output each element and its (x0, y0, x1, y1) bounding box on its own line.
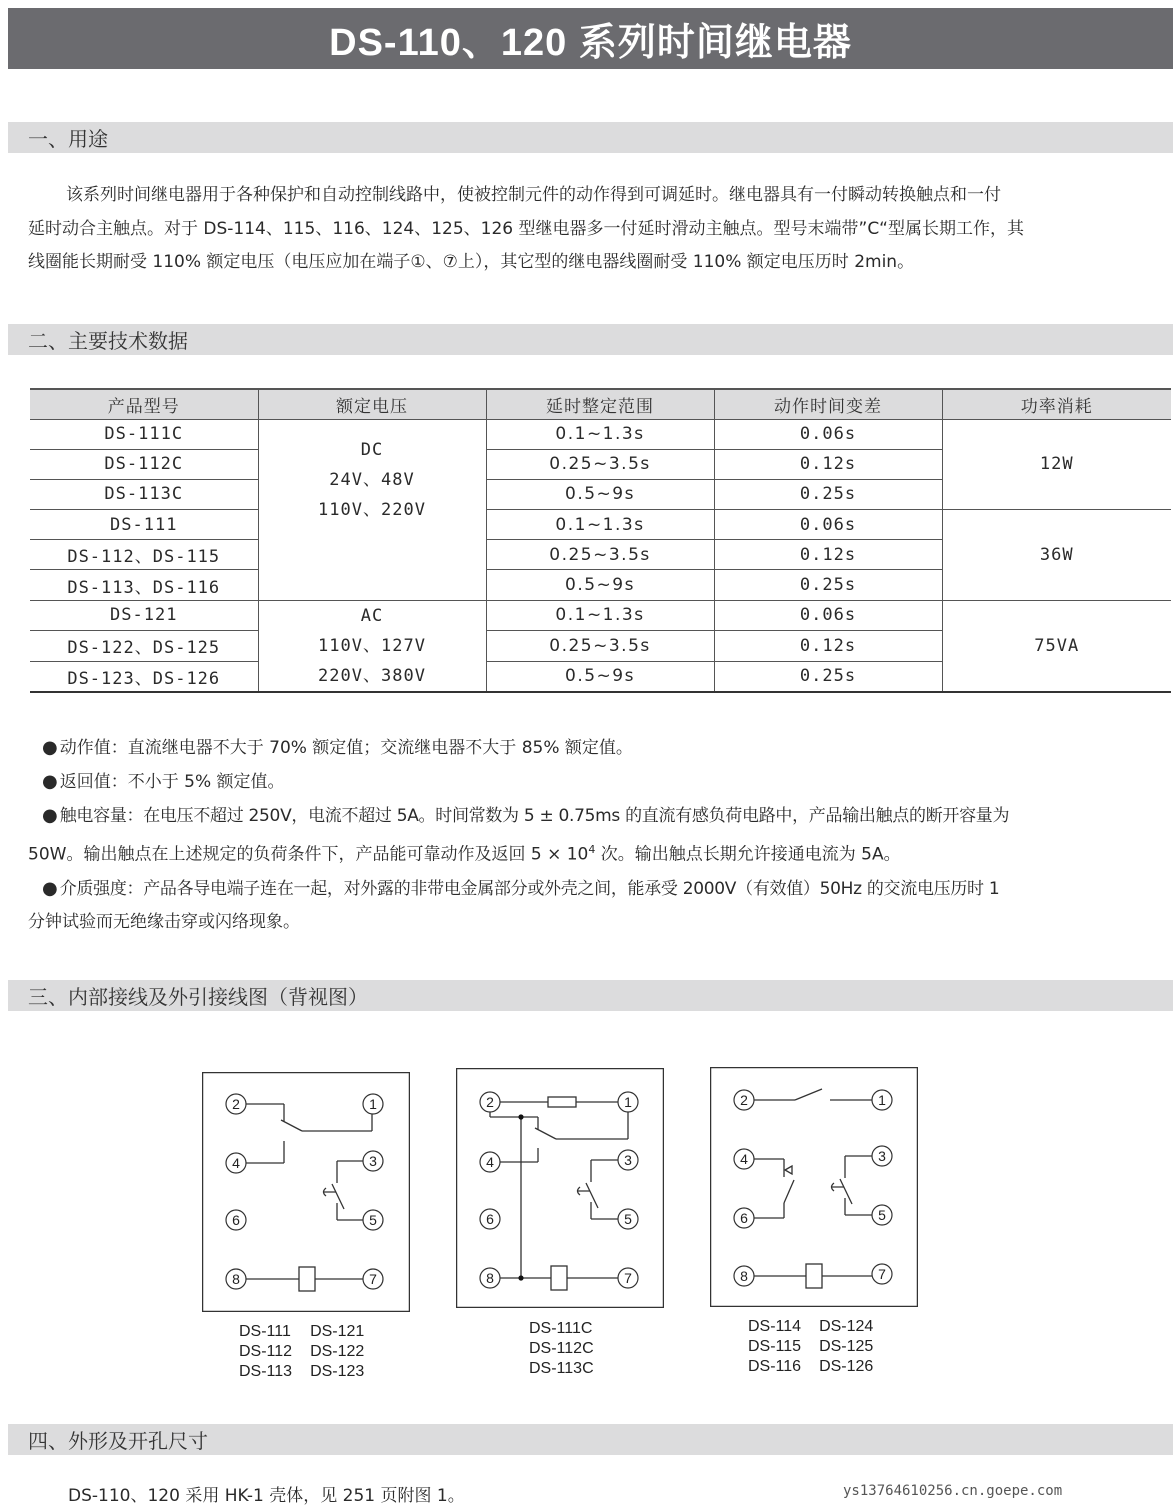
bullet-text: 50W。输出触点在上述规定的负荷条件下，产品能可靠动作及返回 5 × 10 (28, 844, 589, 865)
page-title: DS-110、120 系列时间继电器 (329, 22, 852, 64)
voltage-line: 220V、380V (318, 665, 426, 686)
model-cell: DS-113C (30, 479, 258, 509)
terminal-8 (226, 1269, 246, 1289)
bullet-contact-capacity-cont (28, 833, 1172, 872)
wiring-diagram-svg (710, 1067, 918, 1307)
table-row (30, 510, 1171, 540)
header-power: 功率消耗 (942, 389, 1171, 419)
wiring-diagram-ds111c (456, 1068, 664, 1308)
model-label: DS-126 (819, 1358, 874, 1375)
delay-cell: 0.5~9s (486, 479, 714, 509)
terminal-label: 8 (232, 1271, 240, 1287)
power-cell: 12W (942, 419, 1171, 510)
terminal-label: 5 (878, 1207, 886, 1223)
bullet-icon: ● (42, 737, 58, 758)
terminal-label: 3 (624, 1152, 632, 1168)
terminal-label: 1 (369, 1096, 377, 1112)
bullet-contact-capacity (28, 799, 1172, 833)
terminal-label: 1 (624, 1094, 632, 1110)
section-heading-dimensions (8, 1424, 1173, 1455)
terminal-5 (363, 1210, 383, 1230)
terminal-label: 2 (486, 1094, 494, 1110)
model-label: DS-121 (310, 1323, 365, 1340)
terminal-3 (363, 1151, 383, 1171)
power-cell: 75VA (942, 600, 1171, 692)
voltage-cell-ac (258, 600, 486, 692)
model-cell: DS-123、DS-126 (30, 661, 258, 692)
terminal-label: 4 (232, 1155, 240, 1171)
table-row (30, 600, 1171, 631)
terminal-label: 8 (740, 1268, 748, 1284)
voltage-cell-dc (258, 419, 486, 600)
section-heading-specs (8, 324, 1173, 355)
voltage-line: 110V、127V (318, 635, 426, 656)
model-label: DS-116 (748, 1358, 802, 1375)
paragraph-line: 该系列时间继电器用于各种保护和自动控制线路中，使被控制元件的动作得到可调延时。继电器具有一付瞬动转换触点和一付 (66, 185, 1001, 205)
terminal-label: 4 (486, 1154, 494, 1170)
delay-cell: 0.25~3.5s (486, 540, 714, 570)
bullet-text: 动作值：直流继电器不大于 70% 额定值；交流继电器不大于 85% 额定值。 (59, 738, 633, 758)
terminal-label: 2 (740, 1092, 748, 1108)
variance-cell: 0.06s (714, 510, 942, 540)
terminal-1 (618, 1092, 638, 1112)
terminal-label: 5 (624, 1211, 632, 1227)
diagram-models-2 (529, 1319, 594, 1379)
terminal-label: 6 (232, 1212, 240, 1228)
delay-cell: 0.1~1.3s (486, 510, 714, 540)
header-time-variance: 动作时间变差 (714, 389, 942, 419)
voltage-line: 24V、48V (329, 469, 415, 490)
terminal-label: 4 (740, 1151, 748, 1167)
delay-cell: 0.1~1.3s (486, 600, 714, 631)
terminal-7 (618, 1268, 638, 1288)
model-label: DS-122 (310, 1343, 365, 1360)
variance-cell: 0.25s (714, 479, 942, 509)
terminal-4 (734, 1149, 754, 1169)
terminal-label: 6 (486, 1211, 494, 1227)
model-label: DS-115 (748, 1338, 802, 1355)
terminal-label: 2 (232, 1096, 240, 1112)
header-model: 产品型号 (30, 389, 258, 419)
terminal-6 (734, 1208, 754, 1228)
section-heading-usage (8, 122, 1173, 153)
section-heading-text: 三、内部接线及外引接线图（背视图） (28, 985, 368, 1009)
exponent: 4 (588, 843, 596, 856)
variance-cell: 0.06s (714, 419, 942, 449)
model-label: DS-111 (239, 1323, 291, 1340)
header-delay-range: 延时整定范围 (486, 389, 714, 419)
model-label: DS-113C (529, 1360, 594, 1377)
bullet-text: 次。输出触点长期允许接通电流为 5A。 (595, 844, 901, 865)
terminal-label: 3 (878, 1148, 886, 1164)
bullet-return-value (28, 765, 1172, 799)
voltage-line: DC (360, 439, 384, 460)
terminal-label: 7 (624, 1270, 632, 1286)
section-heading-wiring (8, 980, 1173, 1011)
model-label: DS-113 (239, 1363, 293, 1380)
model-label: DS-125 (819, 1338, 874, 1355)
model-cell: DS-111C (30, 419, 258, 449)
wiring-diagram-svg (456, 1068, 664, 1308)
delay-cell: 0.25~3.5s (486, 449, 714, 479)
bullet-icon: ● (42, 877, 58, 899)
variance-cell: 0.25s (714, 570, 942, 600)
variance-cell: 0.25s (714, 661, 942, 692)
bullet-icon: ● (42, 805, 58, 826)
diagram-models-3 (748, 1317, 873, 1377)
terminal-3 (618, 1150, 638, 1170)
power-cell: 36W (942, 510, 1171, 601)
table-row (30, 419, 1171, 449)
model-cell: DS-113、DS-116 (30, 570, 258, 600)
dimensions-note: DS-110、120 采用 HK-1 壳体，见 251 页附图 1。 (68, 1486, 465, 1506)
model-label: DS-124 (819, 1318, 874, 1335)
model-label: DS-123 (310, 1363, 365, 1380)
bullet-pickup-value (28, 731, 1172, 765)
watermark-url: ys13764610256.cn.goepe.com (843, 1483, 1063, 1499)
header-voltage: 额定电压 (258, 389, 486, 419)
diagram-models-1 (239, 1322, 364, 1382)
delay-cell: 0.25~3.5s (486, 631, 714, 662)
model-label: DS-112C (529, 1340, 594, 1357)
terminal-7 (872, 1264, 892, 1284)
bullet-icon: ● (42, 771, 58, 792)
paragraph-line: 延时动合主触点。对于 DS-114、115、116、124、125、126 型继电器多一付延时滑动主触点。型号末端带”C“型属长期工作，其 (28, 218, 1024, 239)
wiring-diagram-ds114 (710, 1067, 918, 1307)
wiring-diagram-ds111 (202, 1072, 410, 1312)
model-cell: DS-112、DS-115 (30, 540, 258, 570)
delay-cell: 0.5~9s (486, 661, 714, 692)
table-header-row (30, 389, 1171, 419)
terminal-label: 1 (878, 1092, 886, 1108)
terminal-6 (226, 1210, 246, 1230)
delay-cell: 0.5~9s (486, 570, 714, 600)
spec-bullets (28, 731, 1172, 939)
terminal-2 (480, 1092, 500, 1112)
page-title-bar (8, 8, 1173, 69)
terminal-5 (618, 1209, 638, 1229)
wiring-diagram-svg (202, 1072, 410, 1312)
terminal-label: 7 (878, 1266, 886, 1282)
terminal-label: 5 (369, 1212, 377, 1228)
terminal-label: 3 (369, 1153, 377, 1169)
model-cell: DS-111 (30, 510, 258, 540)
model-cell: DS-112C (30, 449, 258, 479)
voltage-line: 110V、220V (318, 499, 426, 520)
terminal-label: 7 (369, 1271, 377, 1287)
bullet-text: 返回值：不小于 5% 额定值。 (59, 772, 285, 792)
bullet-text: 分钟试验而无绝缘击穿或闪络现象。 (28, 911, 300, 932)
variance-cell: 0.12s (714, 631, 942, 662)
terminal-label: 8 (486, 1270, 494, 1286)
terminal-8 (480, 1268, 500, 1288)
bullet-dielectric-strength-cont (28, 906, 1172, 939)
voltage-line: AC (360, 605, 384, 626)
model-label: DS-112 (239, 1343, 293, 1360)
bullet-text: 介质强度：产品各导电端子连在一起，对外露的非带电金属部分或外壳之间，能承受 2000V（有效值）50Hz 的交流电压历时 1 (59, 878, 1000, 899)
terminal-7 (363, 1269, 383, 1289)
section-heading-text: 四、外形及开孔尺寸 (28, 1429, 208, 1453)
terminal-1 (363, 1094, 383, 1114)
junction-dot (518, 1114, 523, 1119)
model-label: DS-111C (529, 1320, 593, 1337)
terminal-8 (734, 1266, 754, 1286)
bullet-dielectric-strength (28, 872, 1172, 906)
section-heading-text: 二、主要技术数据 (28, 329, 188, 353)
terminal-4 (226, 1153, 246, 1173)
terminal-4 (480, 1152, 500, 1172)
terminal-5 (872, 1205, 892, 1225)
terminal-1 (872, 1090, 892, 1110)
spec-table (30, 388, 1171, 693)
model-label: DS-114 (748, 1318, 802, 1335)
terminal-2 (226, 1094, 246, 1114)
terminal-6 (480, 1209, 500, 1229)
junction-dot (518, 1275, 523, 1280)
model-cell: DS-122、DS-125 (30, 631, 258, 662)
variance-cell: 0.12s (714, 540, 942, 570)
variance-cell: 0.12s (714, 449, 942, 479)
paragraph-line: 线圈能长期耐受 110% 额定电压（电压应加在端子①、⑦上），其它型的继电器线圈耐受 110% 额定电压历时 2min。 (28, 252, 915, 272)
bullet-text: 触电容量：在电压不超过 250V，电流不超过 5A。时间常数为 5 ± 0.75ms 的直流有感负荷电路中，产品输出触点的断开容量为 (59, 806, 1010, 826)
usage-paragraph (28, 179, 1172, 280)
section-heading-text: 一、用途 (28, 127, 108, 151)
delay-cell: 0.1~1.3s (486, 419, 714, 449)
terminal-2 (734, 1090, 754, 1110)
terminal-3 (872, 1146, 892, 1166)
terminal-label: 6 (740, 1210, 748, 1226)
variance-cell: 0.06s (714, 600, 942, 631)
model-cell: DS-121 (30, 600, 258, 631)
